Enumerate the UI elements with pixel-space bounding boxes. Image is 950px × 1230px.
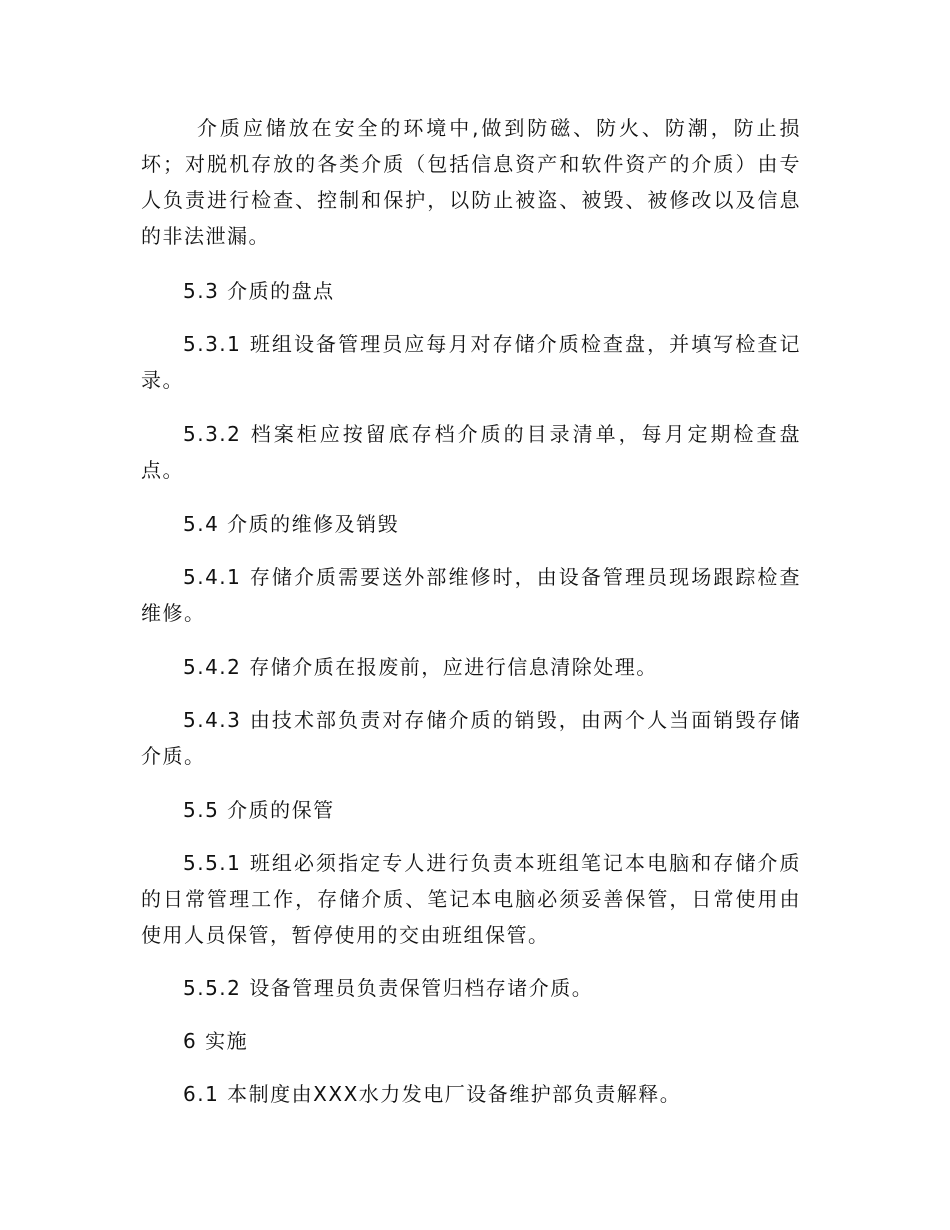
heading-5-5: 5.5 介质的保管 xyxy=(183,798,335,822)
heading-6: 6 实施 xyxy=(183,1029,249,1053)
heading-5-4: 5.4 介质的维修及销毁 xyxy=(183,512,400,536)
paragraph-5-4-2: 5.4.2 存储介质在报废前，应进行信息清除处理。 xyxy=(183,655,658,679)
paragraph-5-3-1: 5.3.1 班组设备管理员应每月对存储介质检查盘，并填写检查记录。 xyxy=(141,332,801,392)
paragraph-5-5-2: 5.5.2 设备管理员负责保管归档存诸介质。 xyxy=(183,976,594,1000)
heading-5-3: 5.3 介质的盘点 xyxy=(183,279,335,303)
paragraph-6-1: 6.1 本制度由XXX水力发电厂设备维护部负责解释。 xyxy=(183,1082,682,1106)
paragraph-5-3-2: 5.3.2 档案柜应按留底存档介质的目录清单，每月定期检查盘点。 xyxy=(141,422,801,482)
paragraph-5-4-1: 5.4.1 存储介质需要送外部维修时，由设备管理员现场跟踪检查维修。 xyxy=(141,565,801,625)
paragraph-5-5-1: 5.5.1 班组必须指定专人进行负责本班组笔记本电脑和存储介质的日常管理工作，存储介质、笔记本电脑必须妥善保管，日常使用由使用人员保管，暂停使用的交由班组保管。 xyxy=(141,851,801,947)
paragraph-media-storage: 介质应储放在安全的环境中,做到防磁、防火、防潮，防止损坏；对脱机存放的各类介质（包括信息资产和软件资产的介质）由专人负责进行检查、控制和保护，以防止被盗、被毁、被修改以及信息的非法泄漏。 xyxy=(141,116,801,248)
paragraph-5-4-3: 5.4.3 由技术部负责对存储介质的销毁，由两个人当面销毁存储介质。 xyxy=(141,708,801,768)
